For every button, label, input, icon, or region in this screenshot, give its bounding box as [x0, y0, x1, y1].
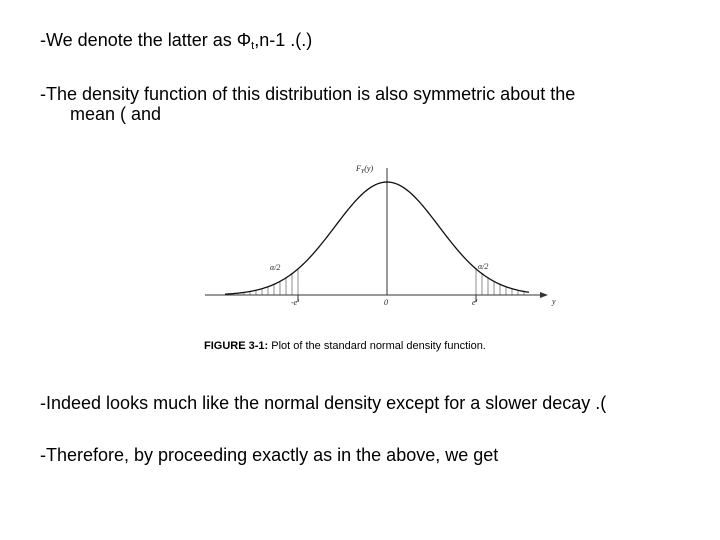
x-axis-label: y	[552, 297, 556, 306]
y-axis-label-main: F	[356, 164, 361, 173]
paragraph-therefore: -Therefore, by proceeding exactly as in the above, we get	[40, 445, 499, 465]
right-tail-hatching	[476, 269, 524, 295]
figure-caption-text: Plot of the standard normal density function.	[268, 340, 486, 352]
y-axis-label-sub: Y	[360, 169, 365, 175]
x-axis-arrow-icon	[540, 292, 548, 298]
figure-axes	[205, 168, 548, 298]
y-axis-label-arg: (y)	[364, 164, 374, 173]
tick-pos-label: e'	[472, 298, 478, 307]
paragraph-density-line2: mean ( and	[70, 104, 162, 124]
paragraph-density-line1: -The density function of this distribution is also symmetric about the	[40, 84, 576, 104]
tick-zero-label: 0	[384, 298, 388, 307]
y-axis-label	[355, 164, 373, 175]
figure-caption-number: FIGURE 3-1:	[204, 340, 269, 352]
alpha-left-label: α/2	[270, 263, 281, 272]
paragraph-indeed: -Indeed looks much like the normal density except for a slower decay .(	[40, 393, 607, 413]
density-curve	[225, 182, 529, 294]
left-tail-hatching	[232, 269, 298, 295]
alpha-right-label: α/2	[478, 262, 489, 271]
phi-subscript: t	[251, 40, 255, 52]
paragraph-denote-tail: ,n-1 .(.)	[254, 30, 313, 50]
figure-caption	[204, 339, 486, 353]
tick-neg-label: -e'	[291, 298, 299, 307]
paragraph-denote-text: -We denote the latter as Φ	[40, 30, 252, 50]
